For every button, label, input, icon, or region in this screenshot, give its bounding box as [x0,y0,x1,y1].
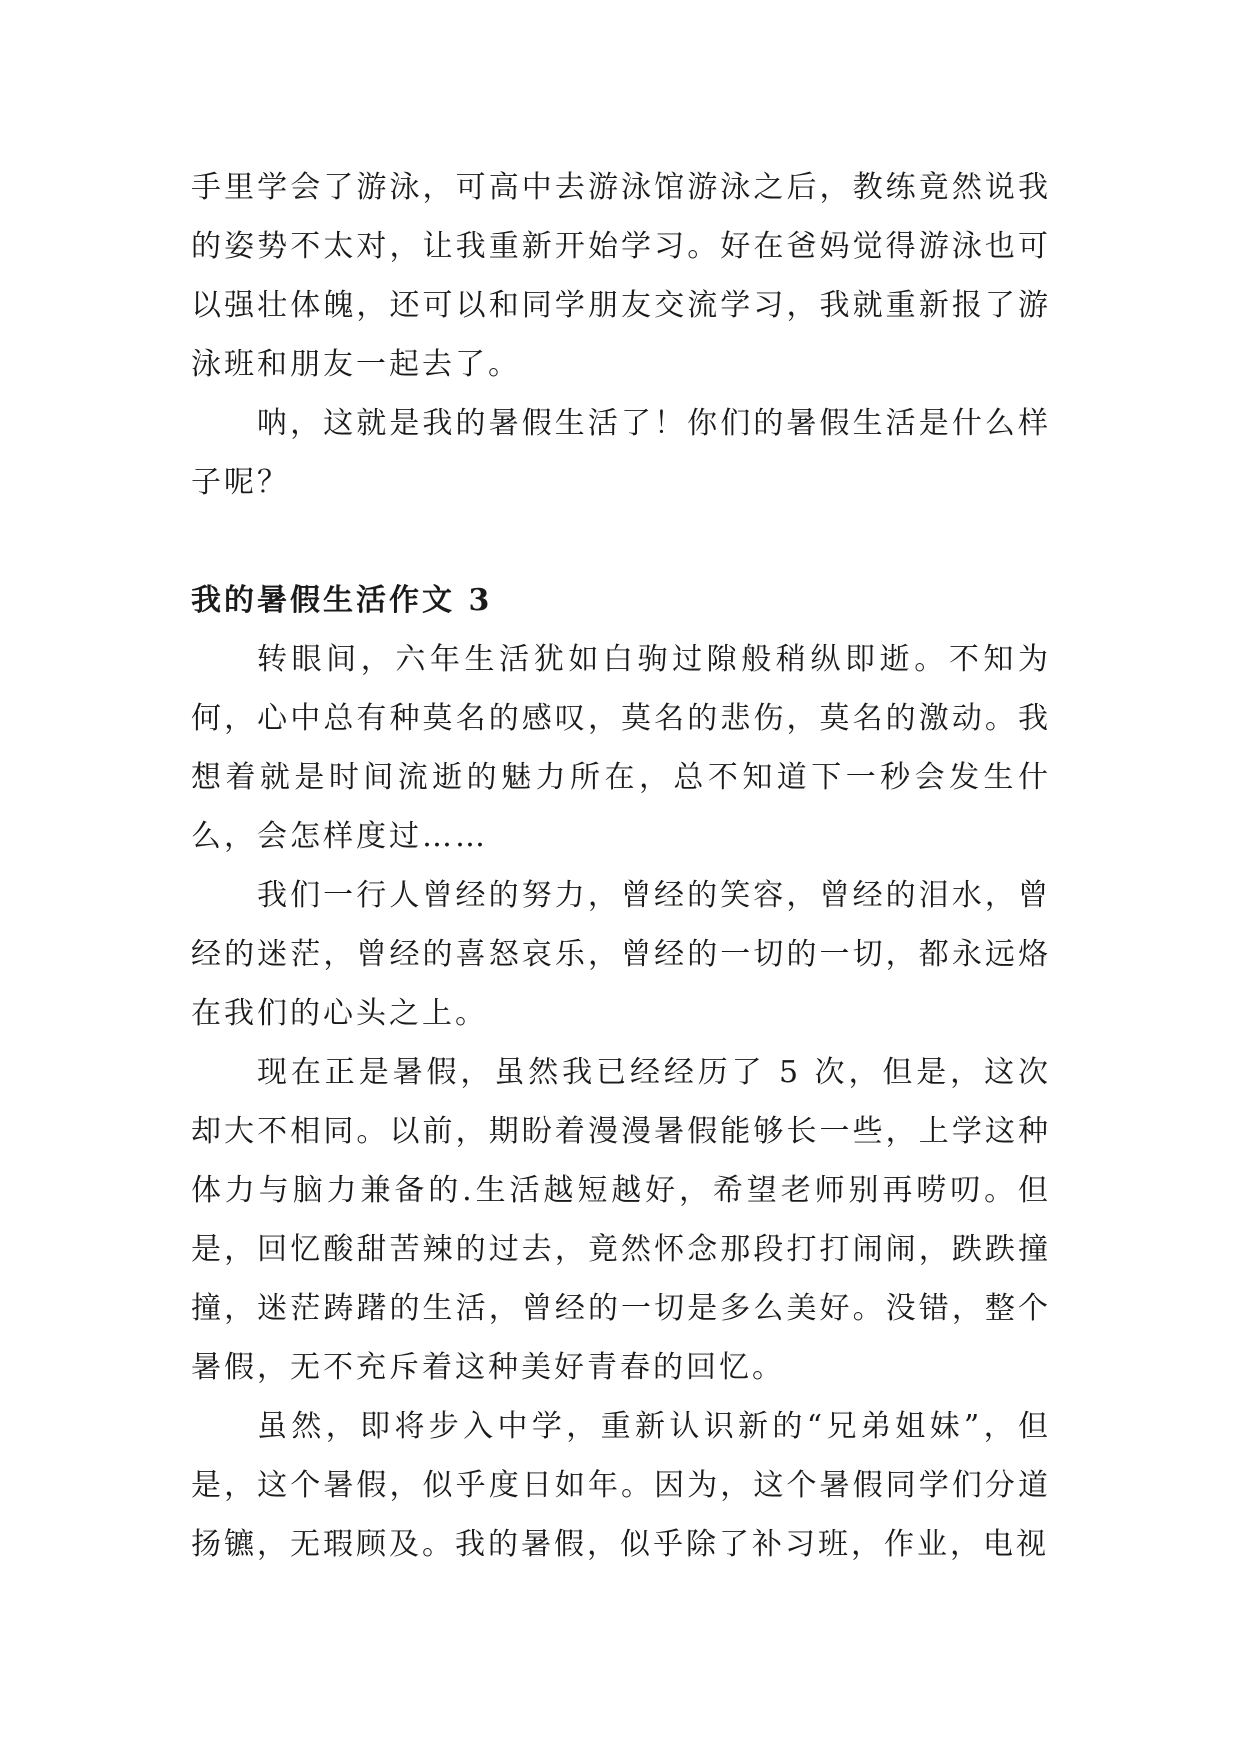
paragraph-swimming: 手里学会了游泳，可高中去游泳馆游泳之后，教练竟然说我的姿势不太对，让我重新开始学习。好在爸妈觉得游泳也可以强壮体魄，还可以和同学朋友交流学习，我就重新报了游泳班和朋友一起去了。 [191,170,1051,382]
paragraph-this-summer: 现在正是暑假，虽然我已经经历了 5 次，但是，这次却大不相同。以前，期盼着漫漫暑假能够长一些，上学这种体力与脑力兼备的.生活越短越好，希望老师别再唠叨。但是，回忆酸甜苦辣的过去，竟然怀念那段打打闹闹，跌跌撞撞，迷茫踌躇的生活，曾经的一切是多么美好。没错，整个暑假，无不充斥着这种美好青春的回忆。 [191,1055,1051,1385]
paragraph-time-flies: 转眼间，六年生活犹如白驹过隙般稍纵即逝。不知为何，心中总有种莫名的感叹，莫名的悲伤，莫名的激动。我想着就是时间流逝的魅力所在，总不知道下一秒会发生什么，会怎样度过…… [191,642,1051,854]
paragraph-memories: 我们一行人曾经的努力，曾经的笑容，曾经的泪水，曾经的迷茫，曾经的喜怒哀乐，曾经的一切的一切，都永远烙在我们的心头之上。 [191,878,1051,1031]
paragraph-closing-question: 呐，这就是我的暑假生活了！你们的暑假生活是什么样子呢？ [191,406,1051,500]
section-spacer [191,512,1051,571]
paragraph-middle-school: 虽然，即将步入中学，重新认识新的“兄弟姐妹”，但是，这个暑假，似乎度日如年。因为，这个暑假同学们分道扬镳，无瑕顾及。我的暑假，似乎除了补习班，作业，电视 [191,1409,1051,1562]
document-body [191,158,1051,1574]
section-title: 我的暑假生活作文 3 [191,583,493,618]
